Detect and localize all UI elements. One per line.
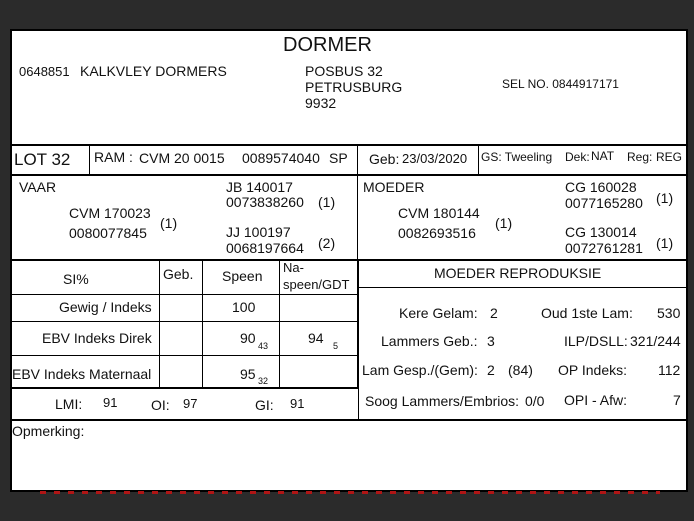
sire-mark: (1) <box>160 215 178 231</box>
perf-row2-naspeen-sub: 5 <box>333 341 339 351</box>
oi-value: 97 <box>183 396 198 411</box>
dam-sire-number: 0077165280 <box>565 195 643 211</box>
breeder-name: KALKVLEY DORMERS <box>80 63 227 79</box>
op-value: 112 <box>658 362 681 378</box>
sire-number: 0080077845 <box>69 225 147 241</box>
born-date: 23/03/2020 <box>402 151 468 166</box>
gesp-value: 2 <box>487 362 495 378</box>
repro-title: MOEDER REPRODUKSIE <box>434 265 602 281</box>
dam-dam-id: CG 130014 <box>565 224 637 240</box>
perf-row3-speen: 95 <box>240 366 256 382</box>
op-label: OP Indeks: <box>558 362 628 378</box>
perf-row2-naspeen: 94 <box>308 330 324 346</box>
dam-mark: (1) <box>495 215 513 231</box>
lammers-label: Lammers Geb.: <box>381 333 478 349</box>
bottom-dark-bar <box>0 492 694 521</box>
ilp-label: ILP/DSLL: <box>564 333 628 349</box>
pedigree-divider <box>357 175 358 260</box>
oi-label: OI: <box>151 397 170 413</box>
perf-col-geb <box>159 260 160 387</box>
lot-number: LOT 32 <box>14 150 71 169</box>
remarks-label: Opmerking: <box>12 423 85 439</box>
address-line-1: POSBUS 32 <box>305 63 383 79</box>
perf-row2-speen-sub: 43 <box>258 341 269 351</box>
lot-divider-2 <box>357 145 358 175</box>
sire-sire-number: 0073838260 <box>226 194 304 210</box>
sire-id: CVM 170023 <box>69 205 151 221</box>
perf-row-1 <box>10 321 358 322</box>
breed-title: DORMER <box>283 34 372 56</box>
perf-row-2 <box>10 355 358 356</box>
soog-label: Soog Lammers/Embrios: <box>365 393 520 409</box>
perf-header-speen: Speen <box>222 268 263 284</box>
perf-header-geb: Geb. <box>163 266 194 282</box>
perf-row2-speen: 90 <box>240 330 256 346</box>
soog-value: 0/0 <box>525 393 545 409</box>
sire-sire-id: JB 140017 <box>226 179 293 195</box>
perf-row1-label: Gewig / Indeks <box>59 299 152 315</box>
perf-header-naspeen-2: speen/GDT <box>283 277 350 292</box>
gi-label: GI: <box>255 397 274 413</box>
oud-value: 530 <box>657 305 681 321</box>
perf-row-head <box>10 294 358 295</box>
ram-number: 0089574040 <box>242 150 320 166</box>
opi-label: OPI - Afw: <box>564 392 628 408</box>
perf-header-si: SI% <box>63 271 89 287</box>
perf-row1-speen: 100 <box>232 299 256 315</box>
lmi-label: LMI: <box>55 396 83 412</box>
reg-label: Reg: <box>627 150 653 164</box>
lot-divider-1 <box>89 145 90 175</box>
dam-label: MOEDER <box>363 179 425 195</box>
perf-row3-speen-sub: 32 <box>258 376 269 386</box>
sire-dam-id: JJ 100197 <box>226 224 291 240</box>
top-dark-bar <box>0 0 694 29</box>
born-label: Geb: <box>369 151 400 167</box>
gi-value: 91 <box>290 396 305 411</box>
dek-label: Dek: <box>565 150 590 164</box>
address-line-3: 9932 <box>305 95 337 111</box>
perf-row2-label: EBV Indeks Direk <box>42 330 152 346</box>
dam-id: CVM 180144 <box>398 205 480 221</box>
ram-label: RAM : <box>94 149 133 165</box>
opi-value: 7 <box>673 392 681 408</box>
kere-label: Kere Gelam: <box>399 305 478 321</box>
kere-value: 2 <box>490 305 498 321</box>
perf-header-naspeen-1: Na- <box>283 260 304 275</box>
lammers-value: 3 <box>487 333 495 349</box>
perf-col-speen <box>202 260 203 387</box>
sire-label: VAAR <box>19 179 57 195</box>
gesp-average: (84) <box>508 362 533 378</box>
perf-row3-label: EBV Indeks Maternaal <box>12 366 152 382</box>
reg-value: REG <box>656 150 683 164</box>
lmi-value: 91 <box>103 395 118 410</box>
repro-divider <box>358 260 359 420</box>
gs-status: GS: Tweeling <box>481 150 553 164</box>
cell-number: SEL NO. 0844917171 <box>502 77 619 91</box>
cut-off-red-text <box>40 491 660 494</box>
dam-dam-number: 0072761281 <box>565 240 643 256</box>
oud-label: Oud 1ste Lam: <box>541 305 633 321</box>
dam-number: 0082693516 <box>398 225 476 241</box>
perf-col-naspeen <box>279 260 280 387</box>
gesp-label: Lam Gesp./(Gem): <box>362 362 478 378</box>
lot-divider-3 <box>478 145 479 175</box>
repro-title-rule <box>358 287 688 288</box>
dek-value: NAT <box>591 149 615 163</box>
ram-grade: SP <box>329 150 348 166</box>
rule-header-bottom <box>10 144 688 146</box>
rule-lot-bottom <box>10 174 688 176</box>
dam-dam-mark: (1) <box>656 235 674 251</box>
sire-dam-mark: (2) <box>318 235 336 251</box>
ilp-value: 321/244 <box>630 333 681 349</box>
breeder-code: 0648851 <box>19 64 70 79</box>
sire-dam-number: 0068197664 <box>226 240 304 256</box>
ram-id: CVM 20 0015 <box>139 150 225 166</box>
sire-sire-mark: (1) <box>318 194 336 210</box>
rule-indexes-bottom <box>10 419 688 421</box>
address-line-2: PETRUSBURG <box>305 79 403 95</box>
dam-sire-id: CG 160028 <box>565 179 637 195</box>
dam-sire-mark: (1) <box>656 190 674 206</box>
